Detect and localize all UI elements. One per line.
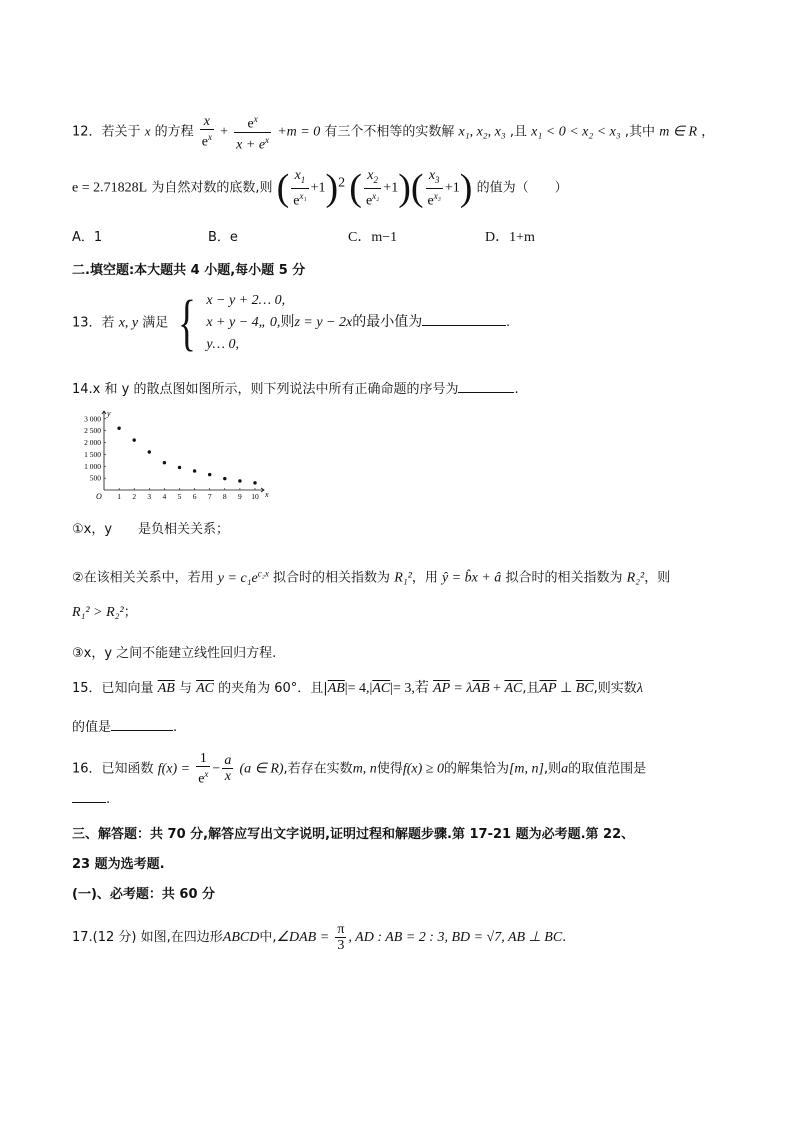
scatter-chart <box>72 408 282 500</box>
q14-statement-3: ③x，y 之间不能建立线性回归方程. <box>72 646 277 661</box>
q13-system <box>206 290 509 356</box>
scatter-point <box>208 473 211 476</box>
q12-eq-plus-m: +m = 0 <box>277 124 321 140</box>
y-axis-label: y <box>107 409 111 418</box>
q12-frac2-den: $x + e^x$ <box>236 134 270 153</box>
vec-ap: $\overline{AP}$ <box>433 681 450 696</box>
q16-line2: . <box>72 790 110 809</box>
q12-number: 12．若关于 <box>72 124 141 140</box>
scatter-point <box>253 481 256 484</box>
x-tick-label: 5 <box>177 492 182 500</box>
q12-text-base: 为自然对数的底数,则 <box>151 180 273 196</box>
q13-vars: x, y <box>118 315 139 331</box>
q12-text-and: ,且 <box>509 124 528 140</box>
q14-statement-1: ①x，y 是负相关关系； <box>72 522 230 537</box>
q12-roots: x₁, x₂, x₃ <box>458 124 506 140</box>
q16-frac1: $\frac{1}{e^x}$ <box>198 751 209 787</box>
vec-bc: $\overline{BC}$ <box>575 681 594 696</box>
q12-prod-frac2: $\frac{x_2}{e^{x_2}}$ <box>365 168 380 209</box>
q14-model2: ŷ = b̂x + â <box>441 570 502 586</box>
q14-answer-blank[interactable] <box>458 380 514 393</box>
scatter-point <box>238 479 241 482</box>
chart-layer <box>84 409 269 500</box>
q12-option-d: D．1+m <box>485 230 535 245</box>
x-tick-label: 3 <box>147 492 152 500</box>
scatter-point <box>148 450 151 453</box>
q12-options <box>72 229 712 247</box>
q16-line1: 16．已知函数 f(x) = $\frac{1}{e^x}$ − $\frac{a}{x}$ (a ∈ R),若存在实数m, n使得f(x) ≥ 0的解集恰为[m, n],则a的取值范围是 <box>72 751 647 787</box>
y-tick-label: 2 500 <box>84 426 101 436</box>
scatter-point <box>133 438 136 441</box>
x-tick-label: 2 <box>132 492 137 500</box>
q14-statement-2: ②在该相关关系中，若用 $y = c_1e^{c_2x}$ 拟合时的相关指数为 R₁²，用 ŷ = b̂x + â 拟合时的相关指数为 R₂²，则 <box>72 568 671 586</box>
vec-ac: $\overline{AC}$ <box>196 681 214 696</box>
q13-number: 13．若 <box>72 315 115 331</box>
section3-subtitle: (一)、必考题：共 60 分 <box>72 887 216 902</box>
x-tick-label: 8 <box>222 492 227 500</box>
q13-text-satisfy: 满足 <box>142 315 169 331</box>
q12-text-m: ,其中 <box>624 124 656 140</box>
x-tick-label: 7 <box>207 492 212 500</box>
section3-title-l1: 三、解答题：共 70 分,解答应写出文字说明,证明过程和解题步骤.第 17-21 题为必考题.第 22、 <box>72 827 635 842</box>
q13-answer-blank[interactable] <box>422 313 506 326</box>
y-tick-label: 500 <box>89 473 101 483</box>
scatter-point <box>117 427 120 430</box>
q14-r2: R₂² <box>626 570 645 586</box>
q12-frac2-num: $e^x$ <box>234 112 271 133</box>
q13-constraint-2: x + y − 4„ 0,则z = y − 2x的最小值为 . <box>206 315 510 330</box>
y-tick-label: 2 000 <box>84 438 101 447</box>
q12-comma: ， <box>701 124 715 140</box>
scatter-point <box>178 466 181 469</box>
q17: 17.(12 分) 如图,在四边形ABCD中,∠DAB = $\frac{\pi}{3}$ , AD : AB = 2 : 3, BD = √7, AB ⊥ BC. <box>72 922 567 953</box>
x-axis-label: x <box>265 490 269 499</box>
q14-r1: R₁² <box>394 570 412 586</box>
x-tick-label: 1 <box>117 492 121 500</box>
q12-prod-frac1: $\frac{x_1}{e^{x_1}}$ <box>293 168 307 209</box>
q12-frac2 <box>234 112 271 152</box>
q15-line1: 15．已知向量 $\overline{AB}$ 与 $\overline{AC}$ 的夹角为 60°．且$|\overline{AB}|= 4,|\overline{AC}|= 3$,若 $\overline{AP} = \lambda\overline{AB} + \overline{AC}$,且$\overline{AP}$ ⊥ $\overline{BC}$,则实数λ <box>72 681 643 696</box>
scatter-point <box>223 477 226 480</box>
q12-frac1 <box>200 114 214 150</box>
q12-prod-frac3: $\frac{x_3}{e^{x_3}}$ <box>427 168 441 209</box>
y-tick-label: 3 000 <box>84 414 101 424</box>
q12-frac1-den: $e^x$ <box>201 132 212 150</box>
q12-text-value: 的值为（ ） <box>476 180 568 196</box>
q13-constraint-3: y… 0, <box>206 337 239 352</box>
q12-frac1-num: x <box>200 114 214 130</box>
origin-label: O <box>96 492 102 500</box>
q12-line1: 12．若关于 x 的方程 $\frac{x}{e^x}$ + $\frac{e^x}{x + e^x}$ +m = 0 有三个不相等的实数解 x₁, x₂, x₃ ,且 x₁ < 0 < x₂ < x₃ ,其中 m ∈ R ， <box>72 114 715 153</box>
q13-brace: { <box>178 289 197 357</box>
scatter-point <box>163 461 166 464</box>
x-tick-label: 4 <box>162 492 167 500</box>
q12-text-eq: 的方程 <box>154 124 194 140</box>
section3-title-l2: 23 题为选考题. <box>72 857 165 872</box>
q16-frac2: $\frac{a}{x}$ <box>224 753 232 785</box>
q15-answer-blank[interactable] <box>111 718 173 731</box>
q12-m-in-r: m ∈ R <box>659 124 698 140</box>
section2-title: 二.填空题:本大题共 4 小题,每小题 5 分 <box>72 263 306 278</box>
q13 <box>72 290 510 356</box>
q12-option-c: C．m−1 <box>348 230 398 245</box>
q16-answer-blank[interactable] <box>72 790 106 803</box>
y-tick-label: 1 000 <box>84 461 101 471</box>
q14-text-line: 14.x 和 y 的散点图如图所示，则下列说法中所有正确命题的序号为 . <box>72 382 519 397</box>
q14-text: 14.x 和 y 的散点图如图所示，则下列说法中所有正确命题的序号为 <box>72 382 459 397</box>
q12-line2: e = 2.71828L 为自然对数的底数,则 ( $\frac{x_1}{e^{x_1}}$ +1)$^2$ ( $\frac{x_2}{e^{x_2}}$ +1)( $\frac{x_3}{e^{x_3}}$ +1) 的值为（ ） <box>72 167 568 210</box>
q12-option-b: B．e <box>208 230 238 245</box>
q12-var-x: x <box>144 123 151 139</box>
x-tick-label: 9 <box>238 492 242 500</box>
q14-ineq: R₁² > R₂² <box>72 605 124 620</box>
q13-constraint-1: x − y + 2… 0, <box>206 293 286 308</box>
q12-text-mid: 有三个不相等的实数解 <box>324 124 455 140</box>
vec-ab: $\overline{AB}$ <box>157 681 175 696</box>
q15-line2: 的值是 . <box>72 720 178 735</box>
scatter-point <box>193 469 196 472</box>
x-tick-label: 6 <box>192 492 197 500</box>
q14-statement-2-cont: R₁² > R₂²； <box>72 605 137 620</box>
x-tick-label: 10 <box>251 492 259 500</box>
y-tick-label: 1 500 <box>84 449 101 459</box>
q12-cond: x₁ < 0 < x₂ < x₃ <box>531 124 621 140</box>
q12-option-a: A．1 <box>72 230 103 245</box>
q17-frac-pi: $\frac{\pi}{3}$ <box>337 922 345 953</box>
q14-model1: $y = c_1e^{c_2x}$ <box>217 568 269 586</box>
q12-e-value: e = 2.71828L <box>72 180 148 196</box>
